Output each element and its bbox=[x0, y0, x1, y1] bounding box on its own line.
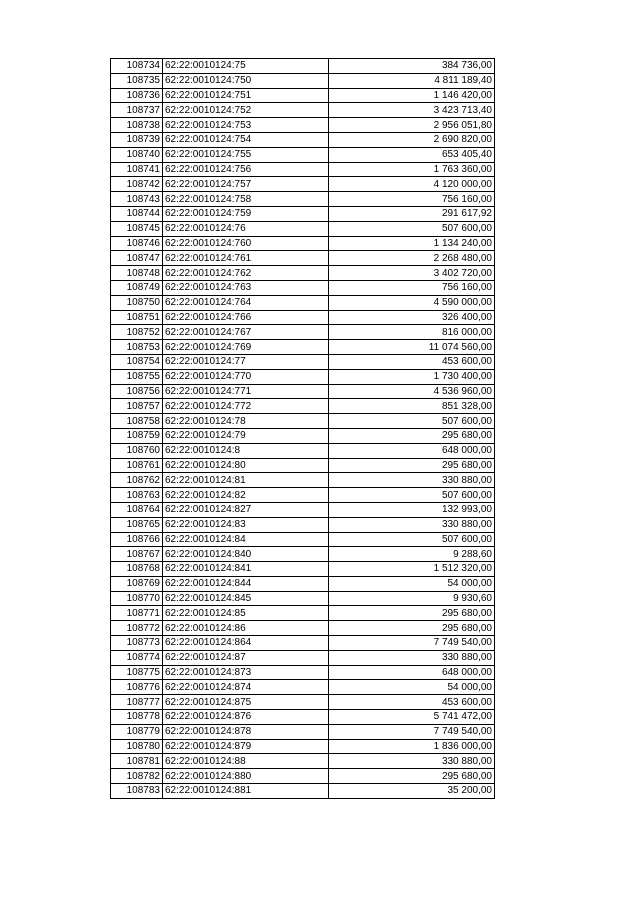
cadastral-value-cell: 330 880,00 bbox=[329, 517, 495, 532]
table-row bbox=[111, 132, 495, 147]
table-row bbox=[111, 280, 495, 295]
table-row bbox=[111, 636, 495, 651]
cadastral-number-cell: 62:22:0010124:82 bbox=[163, 488, 329, 503]
cadastral-number-cell: 62:22:0010124:750 bbox=[163, 73, 329, 88]
cadastral-number-cell: 62:22:0010124:77 bbox=[163, 354, 329, 369]
row-number-cell: 108760 bbox=[111, 443, 163, 458]
cadastral-number-cell: 62:22:0010124:845 bbox=[163, 591, 329, 606]
cadastral-value-cell: 384 736,00 bbox=[329, 59, 495, 74]
table-row bbox=[111, 354, 495, 369]
cadastral-number-cell: 62:22:0010124:878 bbox=[163, 724, 329, 739]
row-number-cell: 108782 bbox=[111, 769, 163, 784]
cadastral-value-cell: 295 680,00 bbox=[329, 428, 495, 443]
row-number-cell: 108772 bbox=[111, 621, 163, 636]
table-row bbox=[111, 325, 495, 340]
cadastral-value-cell: 2 956 051,80 bbox=[329, 118, 495, 133]
table-row bbox=[111, 266, 495, 281]
row-number-cell: 108747 bbox=[111, 251, 163, 266]
table-row bbox=[111, 428, 495, 443]
table-row bbox=[111, 769, 495, 784]
cadastral-number-cell: 62:22:0010124:769 bbox=[163, 340, 329, 355]
cadastral-value-cell: 1 730 400,00 bbox=[329, 369, 495, 384]
cadastral-number-cell: 62:22:0010124:86 bbox=[163, 621, 329, 636]
cadastral-value-cell: 295 680,00 bbox=[329, 621, 495, 636]
row-number-cell: 108770 bbox=[111, 591, 163, 606]
table-row bbox=[111, 710, 495, 725]
table-row bbox=[111, 591, 495, 606]
cadastral-number-cell: 62:22:0010124:76 bbox=[163, 221, 329, 236]
cadastral-number-cell: 62:22:0010124:79 bbox=[163, 428, 329, 443]
row-number-cell: 108777 bbox=[111, 695, 163, 710]
cadastral-value-cell: 132 993,00 bbox=[329, 502, 495, 517]
cadastral-value-cell: 326 400,00 bbox=[329, 310, 495, 325]
table-row bbox=[111, 206, 495, 221]
cadastral-value-table bbox=[110, 58, 495, 799]
row-number-cell: 108754 bbox=[111, 354, 163, 369]
row-number-cell: 108765 bbox=[111, 517, 163, 532]
row-number-cell: 108776 bbox=[111, 680, 163, 695]
cadastral-value-cell: 7 749 540,00 bbox=[329, 724, 495, 739]
table-row bbox=[111, 443, 495, 458]
row-number-cell: 108736 bbox=[111, 88, 163, 103]
row-number-cell: 108737 bbox=[111, 103, 163, 118]
row-number-cell: 108773 bbox=[111, 636, 163, 651]
row-number-cell: 108769 bbox=[111, 576, 163, 591]
cadastral-value-cell: 3 423 713,40 bbox=[329, 103, 495, 118]
row-number-cell: 108766 bbox=[111, 532, 163, 547]
cadastral-number-cell: 62:22:0010124:880 bbox=[163, 769, 329, 784]
row-number-cell: 108735 bbox=[111, 73, 163, 88]
cadastral-number-cell: 62:22:0010124:85 bbox=[163, 606, 329, 621]
row-number-cell: 108749 bbox=[111, 280, 163, 295]
cadastral-value-cell: 295 680,00 bbox=[329, 769, 495, 784]
table-row bbox=[111, 177, 495, 192]
row-number-cell: 108740 bbox=[111, 147, 163, 162]
cadastral-value-cell: 330 880,00 bbox=[329, 473, 495, 488]
cadastral-number-cell: 62:22:0010124:759 bbox=[163, 206, 329, 221]
row-number-cell: 108780 bbox=[111, 739, 163, 754]
row-number-cell: 108751 bbox=[111, 310, 163, 325]
cadastral-value-cell: 1 836 000,00 bbox=[329, 739, 495, 754]
row-number-cell: 108775 bbox=[111, 665, 163, 680]
table-row bbox=[111, 739, 495, 754]
row-number-cell: 108746 bbox=[111, 236, 163, 251]
cadastral-number-cell: 62:22:0010124:827 bbox=[163, 502, 329, 517]
cadastral-number-cell: 62:22:0010124:757 bbox=[163, 177, 329, 192]
table-row bbox=[111, 295, 495, 310]
cadastral-number-cell: 62:22:0010124:771 bbox=[163, 384, 329, 399]
cadastral-number-cell: 62:22:0010124:760 bbox=[163, 236, 329, 251]
cadastral-number-cell: 62:22:0010124:83 bbox=[163, 517, 329, 532]
table-row bbox=[111, 310, 495, 325]
cadastral-value-cell: 330 880,00 bbox=[329, 754, 495, 769]
cadastral-number-cell: 62:22:0010124:763 bbox=[163, 280, 329, 295]
table-row bbox=[111, 236, 495, 251]
table-row bbox=[111, 784, 495, 799]
row-number-cell: 108771 bbox=[111, 606, 163, 621]
cadastral-value-cell: 1 146 420,00 bbox=[329, 88, 495, 103]
row-number-cell: 108781 bbox=[111, 754, 163, 769]
cadastral-number-cell: 62:22:0010124:876 bbox=[163, 710, 329, 725]
row-number-cell: 108750 bbox=[111, 295, 163, 310]
cadastral-number-cell: 62:22:0010124:87 bbox=[163, 650, 329, 665]
cadastral-value-cell: 453 600,00 bbox=[329, 695, 495, 710]
table-row bbox=[111, 414, 495, 429]
cadastral-value-cell: 756 160,00 bbox=[329, 192, 495, 207]
row-number-cell: 108783 bbox=[111, 784, 163, 799]
cadastral-number-cell: 62:22:0010124:844 bbox=[163, 576, 329, 591]
table-row bbox=[111, 665, 495, 680]
table-row bbox=[111, 562, 495, 577]
cadastral-value-cell: 653 405,40 bbox=[329, 147, 495, 162]
cadastral-number-cell: 62:22:0010124:78 bbox=[163, 414, 329, 429]
cadastral-value-cell: 1 512 320,00 bbox=[329, 562, 495, 577]
row-number-cell: 108774 bbox=[111, 650, 163, 665]
cadastral-number-cell: 62:22:0010124:751 bbox=[163, 88, 329, 103]
cadastral-number-cell: 62:22:0010124:766 bbox=[163, 310, 329, 325]
cadastral-value-cell: 1 134 240,00 bbox=[329, 236, 495, 251]
cadastral-value-cell: 453 600,00 bbox=[329, 354, 495, 369]
cadastral-value-cell: 507 600,00 bbox=[329, 488, 495, 503]
row-number-cell: 108745 bbox=[111, 221, 163, 236]
table-row bbox=[111, 532, 495, 547]
cadastral-number-cell: 62:22:0010124:767 bbox=[163, 325, 329, 340]
cadastral-value-cell: 7 749 540,00 bbox=[329, 636, 495, 651]
cadastral-value-cell: 295 680,00 bbox=[329, 606, 495, 621]
cadastral-number-cell: 62:22:0010124:753 bbox=[163, 118, 329, 133]
cadastral-value-cell: 11 074 560,00 bbox=[329, 340, 495, 355]
table-row bbox=[111, 221, 495, 236]
table-row bbox=[111, 192, 495, 207]
cadastral-number-cell: 62:22:0010124:752 bbox=[163, 103, 329, 118]
row-number-cell: 108734 bbox=[111, 59, 163, 74]
cadastral-number-cell: 62:22:0010124:881 bbox=[163, 784, 329, 799]
row-number-cell: 108753 bbox=[111, 340, 163, 355]
cadastral-number-cell: 62:22:0010124:879 bbox=[163, 739, 329, 754]
row-number-cell: 108742 bbox=[111, 177, 163, 192]
cadastral-number-cell: 62:22:0010124:81 bbox=[163, 473, 329, 488]
cadastral-value-cell: 816 000,00 bbox=[329, 325, 495, 340]
cadastral-value-cell: 648 000,00 bbox=[329, 665, 495, 680]
table-row bbox=[111, 118, 495, 133]
table-row bbox=[111, 458, 495, 473]
cadastral-number-cell: 62:22:0010124:756 bbox=[163, 162, 329, 177]
table-row bbox=[111, 502, 495, 517]
table-row bbox=[111, 340, 495, 355]
row-number-cell: 108738 bbox=[111, 118, 163, 133]
row-number-cell: 108779 bbox=[111, 724, 163, 739]
cadastral-value-cell: 2 268 480,00 bbox=[329, 251, 495, 266]
table-row bbox=[111, 724, 495, 739]
table-row bbox=[111, 650, 495, 665]
cadastral-number-cell: 62:22:0010124:80 bbox=[163, 458, 329, 473]
row-number-cell: 108759 bbox=[111, 428, 163, 443]
cadastral-number-cell: 62:22:0010124:873 bbox=[163, 665, 329, 680]
row-number-cell: 108761 bbox=[111, 458, 163, 473]
cadastral-number-cell: 62:22:0010124:840 bbox=[163, 547, 329, 562]
table-row bbox=[111, 162, 495, 177]
row-number-cell: 108755 bbox=[111, 369, 163, 384]
table-row bbox=[111, 103, 495, 118]
row-number-cell: 108743 bbox=[111, 192, 163, 207]
cadastral-value-cell: 756 160,00 bbox=[329, 280, 495, 295]
row-number-cell: 108762 bbox=[111, 473, 163, 488]
cadastral-value-cell: 1 763 360,00 bbox=[329, 162, 495, 177]
table-row bbox=[111, 695, 495, 710]
cadastral-value-cell: 507 600,00 bbox=[329, 532, 495, 547]
cadastral-number-cell: 62:22:0010124:8 bbox=[163, 443, 329, 458]
cadastral-number-cell: 62:22:0010124:84 bbox=[163, 532, 329, 547]
table-row bbox=[111, 754, 495, 769]
row-number-cell: 108744 bbox=[111, 206, 163, 221]
cadastral-value-cell: 507 600,00 bbox=[329, 221, 495, 236]
table-row bbox=[111, 473, 495, 488]
row-number-cell: 108764 bbox=[111, 502, 163, 517]
cadastral-number-cell: 62:22:0010124:755 bbox=[163, 147, 329, 162]
table-row bbox=[111, 517, 495, 532]
table-row bbox=[111, 621, 495, 636]
cadastral-number-cell: 62:22:0010124:874 bbox=[163, 680, 329, 695]
table-row bbox=[111, 147, 495, 162]
table-row bbox=[111, 73, 495, 88]
row-number-cell: 108768 bbox=[111, 562, 163, 577]
row-number-cell: 108763 bbox=[111, 488, 163, 503]
cadastral-value-cell: 9 930,60 bbox=[329, 591, 495, 606]
cadastral-value-cell: 330 880,00 bbox=[329, 650, 495, 665]
table-row bbox=[111, 59, 495, 74]
cadastral-number-cell: 62:22:0010124:762 bbox=[163, 266, 329, 281]
cadastral-number-cell: 62:22:0010124:75 bbox=[163, 59, 329, 74]
row-number-cell: 108758 bbox=[111, 414, 163, 429]
cadastral-number-cell: 62:22:0010124:772 bbox=[163, 399, 329, 414]
cadastral-number-cell: 62:22:0010124:770 bbox=[163, 369, 329, 384]
cadastral-value-cell: 54 000,00 bbox=[329, 680, 495, 695]
table-body bbox=[111, 59, 495, 799]
cadastral-value-cell: 4 811 189,40 bbox=[329, 73, 495, 88]
row-number-cell: 108741 bbox=[111, 162, 163, 177]
cadastral-value-cell: 54 000,00 bbox=[329, 576, 495, 591]
cadastral-value-cell: 851 328,00 bbox=[329, 399, 495, 414]
cadastral-number-cell: 62:22:0010124:761 bbox=[163, 251, 329, 266]
table-row bbox=[111, 399, 495, 414]
cadastral-value-cell: 35 200,00 bbox=[329, 784, 495, 799]
cadastral-number-cell: 62:22:0010124:88 bbox=[163, 754, 329, 769]
cadastral-number-cell: 62:22:0010124:758 bbox=[163, 192, 329, 207]
table-row bbox=[111, 369, 495, 384]
table-row bbox=[111, 251, 495, 266]
cadastral-value-cell: 291 617,92 bbox=[329, 206, 495, 221]
table-row bbox=[111, 547, 495, 562]
cadastral-value-cell: 4 536 960,00 bbox=[329, 384, 495, 399]
cadastral-value-cell: 9 288,60 bbox=[329, 547, 495, 562]
row-number-cell: 108767 bbox=[111, 547, 163, 562]
cadastral-value-cell: 2 690 820,00 bbox=[329, 132, 495, 147]
row-number-cell: 108756 bbox=[111, 384, 163, 399]
cadastral-value-cell: 295 680,00 bbox=[329, 458, 495, 473]
table-row bbox=[111, 606, 495, 621]
row-number-cell: 108748 bbox=[111, 266, 163, 281]
row-number-cell: 108739 bbox=[111, 132, 163, 147]
table-row bbox=[111, 384, 495, 399]
cadastral-value-cell: 3 402 720,00 bbox=[329, 266, 495, 281]
cadastral-value-cell: 648 000,00 bbox=[329, 443, 495, 458]
table-row bbox=[111, 88, 495, 103]
table-row bbox=[111, 680, 495, 695]
cadastral-value-cell: 5 741 472,00 bbox=[329, 710, 495, 725]
row-number-cell: 108778 bbox=[111, 710, 163, 725]
cadastral-value-cell: 4 590 000,00 bbox=[329, 295, 495, 310]
table-row bbox=[111, 488, 495, 503]
row-number-cell: 108752 bbox=[111, 325, 163, 340]
table-row bbox=[111, 576, 495, 591]
cadastral-number-cell: 62:22:0010124:764 bbox=[163, 295, 329, 310]
cadastral-value-cell: 507 600,00 bbox=[329, 414, 495, 429]
row-number-cell: 108757 bbox=[111, 399, 163, 414]
cadastral-number-cell: 62:22:0010124:841 bbox=[163, 562, 329, 577]
cadastral-number-cell: 62:22:0010124:754 bbox=[163, 132, 329, 147]
cadastral-number-cell: 62:22:0010124:864 bbox=[163, 636, 329, 651]
cadastral-value-cell: 4 120 000,00 bbox=[329, 177, 495, 192]
cadastral-number-cell: 62:22:0010124:875 bbox=[163, 695, 329, 710]
